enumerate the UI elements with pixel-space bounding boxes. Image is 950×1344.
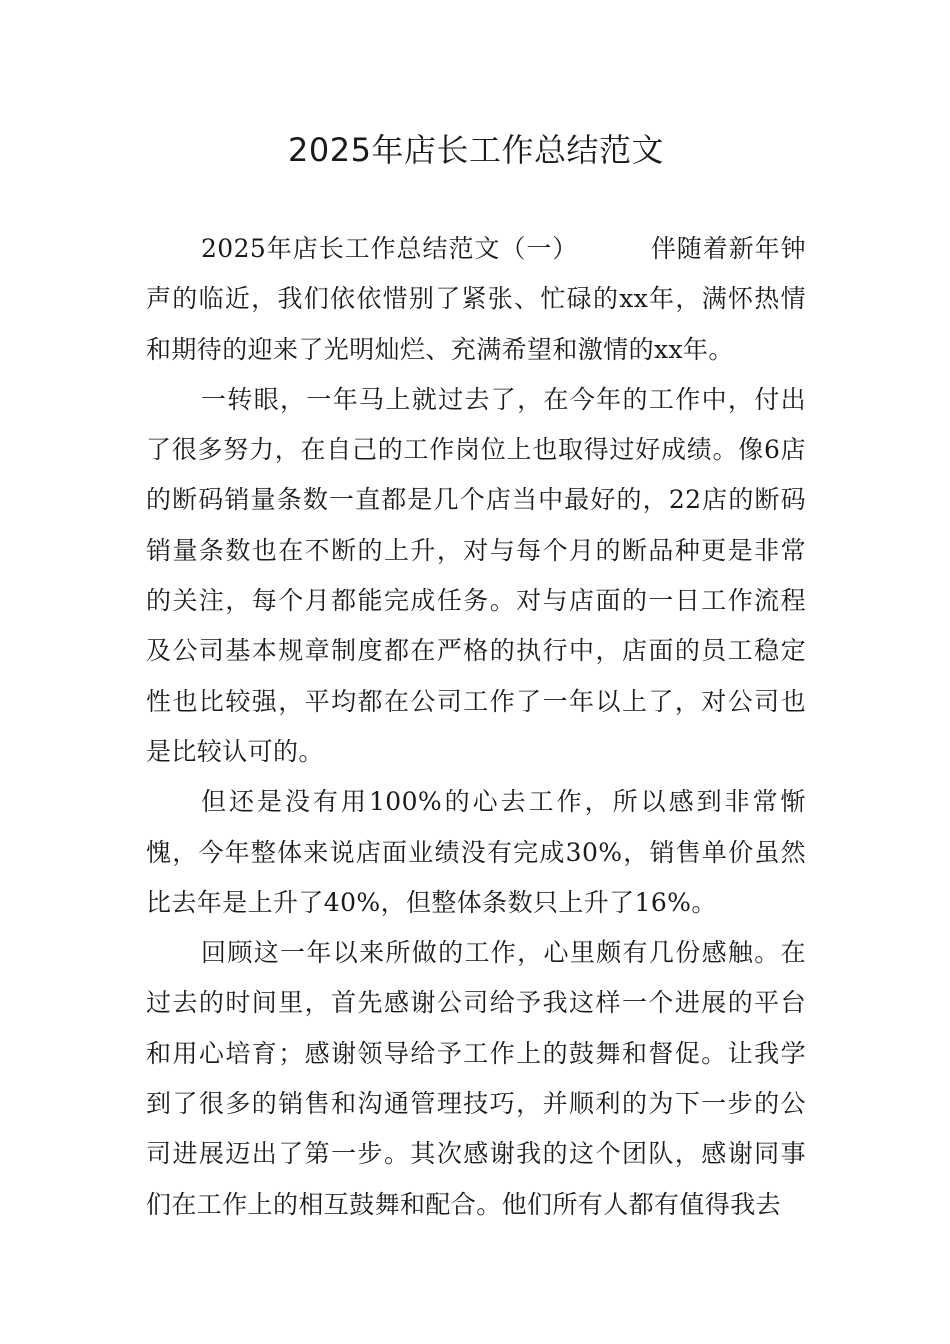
- paragraph-1: [146, 224, 806, 375]
- section-heading: 2025年店长工作总结范文（一）: [201, 234, 579, 263]
- paragraph-3: 但还是没有用100%的心去工作，所以感到非常惭愧，今年整体来说店面业绩没有完成30%，销售单价虽然比去年是上升了40%，但整体条数只上升了16%。: [146, 787, 806, 917]
- paragraph-4: 回顾这一年以来所做的工作，心里颇有几份感触。在过去的时间里，首先感谢公司给予我这样一个进展的平台和用心培育；感谢领导给予工作上的鼓舞和督促。让我学到了很多的销售和沟通管理技巧，并顺利的为下一步的公司进展迈出了第一步。其次感谢我的这个团队，感谢同事们在工作上的相互鼓舞和配合。他们所有人都有值得我去: [146, 938, 806, 1219]
- document-body: [146, 224, 806, 1230]
- document-title: 2025年店长工作总结范文: [288, 131, 664, 169]
- paragraph-2: 一转眼，一年马上就过去了，在今年的工作中，付出了很多努力，在自己的工作岗位上也取得过好成绩。像6店的断码销量条数一直都是几个店当中最好的，22店的断码销量条数也在不断的上升，对与每个月的断品种更是非常的关注，每个月都能完成任务。对与店面的一日工作流程及公司基本规章制度都在严格的执行中，店面的员工稳定性也比较强，平均都在公司工作了一年以上了，对公司也是比较认可的。: [146, 384, 806, 766]
- paragraph-text: 伴随着新年钟声的临近，我们依依惜别了紧张、忙碌的xx年，满怀热情和期待的迎来了光明灿烂、充满希望和激情的xx年。: [146, 234, 807, 364]
